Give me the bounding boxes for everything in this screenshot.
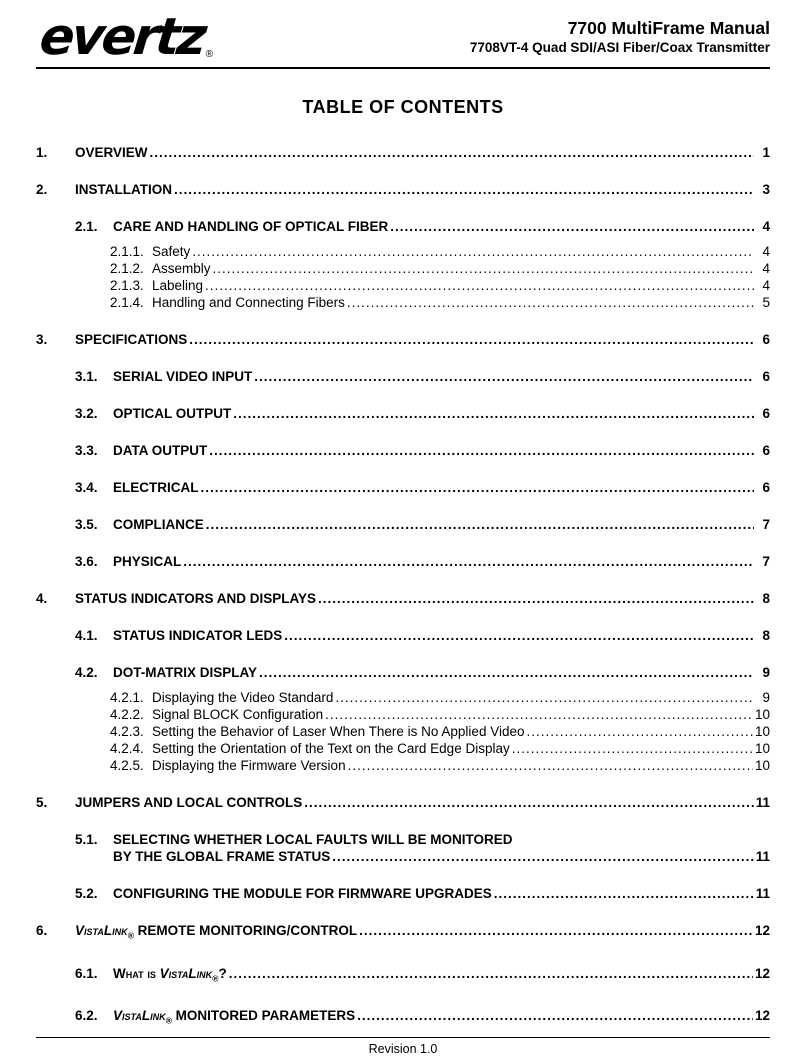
toc-entry-body (113, 965, 770, 988)
toc-entry-number: 4.1. (75, 628, 98, 643)
toc-entry (36, 144, 770, 161)
toc-entry-body (152, 243, 770, 260)
evertz-logo (36, 8, 214, 67)
toc-dot-leader (233, 405, 754, 422)
toc-entry-title: JUMPERS AND LOCAL CONTROLS (75, 795, 303, 810)
toc-entry (36, 723, 770, 740)
toc-entry-line (152, 243, 770, 260)
toc-entry-line (113, 516, 770, 533)
toc-dot-leader (254, 368, 754, 385)
revision-label: Revision 1.0 (368, 1042, 438, 1056)
toc-entry-body (113, 368, 770, 385)
toc-entry (36, 442, 770, 459)
toc-dot-leader (183, 553, 754, 570)
toc-entry-body (75, 590, 770, 607)
toc-dot-leader (332, 848, 753, 865)
toc-dot-leader (209, 442, 754, 459)
toc-entry-body (152, 723, 770, 740)
toc-entry-title: Signal BLOCK Configuration (152, 707, 324, 722)
toc-entry (36, 294, 770, 311)
toc-dot-leader (348, 757, 753, 774)
toc-entry-number: 4.2.5. (110, 758, 144, 773)
toc-entry-line (113, 627, 770, 644)
toc-entry-body (152, 740, 770, 757)
toc-entry-number: 3.5. (75, 517, 98, 532)
toc-entry (36, 218, 770, 235)
toc-page-number: 6 (762, 332, 770, 347)
table-of-contents (36, 144, 770, 1030)
toc-entry-line (152, 689, 770, 706)
toc-dot-leader (359, 922, 753, 939)
toc-entry-line (113, 664, 770, 681)
toc-entry-number: 4.2. (75, 665, 98, 680)
toc-entry-line (113, 553, 770, 570)
toc-page-number: 4 (762, 278, 770, 293)
toc-page-number: 7 (762, 517, 770, 532)
toc-entry-number: 3.3. (75, 443, 98, 458)
toc-entry-number: 2.1.3. (110, 278, 144, 293)
toc-dot-leader (347, 294, 754, 311)
toc-entry (36, 516, 770, 533)
toc-entry (36, 627, 770, 644)
toc-entry-number: 6.1. (75, 965, 98, 981)
header (36, 8, 770, 67)
toc-entry (36, 405, 770, 422)
toc-entry-title: OPTICAL OUTPUT (113, 406, 232, 421)
toc-page-number: 4 (762, 261, 770, 276)
toc-entry-title: Setting the Orientation of the Text on the Card Edge Display (152, 741, 510, 756)
toc-entry-title: Setting the Behavior of Laser When There is No Applied Video (152, 724, 525, 739)
toc-dot-leader (174, 181, 754, 198)
toc-entry-body (113, 405, 770, 422)
toc-entry-line (113, 965, 770, 988)
toc-entry (36, 331, 770, 348)
toc-entry-line (75, 922, 770, 945)
toc-entry-body (113, 627, 770, 644)
toc-entry-line (113, 479, 770, 496)
toc-entry-title: What is VistaLink$_®$? (113, 965, 227, 984)
toc-entry-number: 6.2. (75, 1008, 98, 1024)
header-divider (36, 67, 770, 69)
toc-entry-title: Assembly (152, 261, 211, 276)
toc-page-number: 6 (762, 406, 770, 421)
toc-page-number: 10 (754, 741, 770, 756)
toc-entry-title: PHYSICAL (113, 554, 182, 569)
toc-page-number: 10 (754, 707, 770, 722)
toc-dot-leader (284, 627, 754, 644)
toc-page-number: 9 (762, 665, 770, 680)
toc-page-number: 6 (762, 480, 770, 495)
toc-dot-leader (335, 689, 754, 706)
toc-entry-line (113, 848, 770, 865)
toc-entry-title: Handling and Connecting Fibers (152, 295, 345, 310)
toc-entry-title: SPECIFICATIONS (75, 332, 188, 347)
toc-entry-title: CONFIGURING THE MODULE FOR FIRMWARE UPGRADES (113, 886, 492, 901)
toc-entry-number: 4.2.4. (110, 741, 144, 756)
toc-entry-number: 2. (36, 182, 48, 197)
toc-dot-leader (512, 740, 753, 757)
toc-entry-body (113, 553, 770, 570)
toc-entry-body (113, 664, 770, 681)
toc-entry-number: 3. (36, 332, 48, 347)
toc-entry-number: 5. (36, 795, 48, 810)
toc-entry-number: 6. (36, 923, 48, 938)
manual-subtitle: 7708VT-4 Quad SDI/ASI Fiber/Coax Transmitter (469, 40, 770, 55)
toc-page-number: 9 (762, 690, 770, 705)
toc-entry-number: 3.1. (75, 369, 98, 384)
page-title: TABLE OF CONTENTS (302, 97, 504, 117)
toc-entry-line (152, 757, 770, 774)
toc-entry-body (113, 516, 770, 533)
toc-entry-number: 5.1. (75, 832, 98, 847)
toc-entry-number: 2.1.2. (110, 261, 144, 276)
toc-entry-body (152, 689, 770, 706)
toc-entry-title: VistaLink$_®$ REMOTE MONITORING/CONTROL (75, 923, 358, 941)
toc-entry (36, 368, 770, 385)
toc-dot-leader (357, 1007, 753, 1024)
toc-entry-number: 2.1.4. (110, 295, 144, 310)
toc-entry-number: 2.1. (75, 219, 98, 234)
toc-entry-number: 5.2. (75, 886, 98, 901)
toc-entry-line (152, 294, 770, 311)
toc-entry-body (152, 757, 770, 774)
toc-entry-number: 4.2.1. (110, 690, 144, 705)
toc-dot-leader (201, 479, 755, 496)
toc-entry (36, 590, 770, 607)
toc-entry (36, 664, 770, 681)
toc-entry (36, 479, 770, 496)
toc-entry-body (75, 181, 770, 198)
toc-page-number: 11 (755, 795, 770, 810)
toc-entry (36, 553, 770, 570)
toc-entry-number: 4.2.2. (110, 707, 144, 722)
toc-dot-leader (213, 260, 754, 277)
toc-entry-body (113, 831, 770, 865)
toc-entry-title: BY THE GLOBAL FRAME STATUS (113, 849, 331, 864)
toc-entry (36, 277, 770, 294)
toc-entry-number: 1. (36, 145, 48, 160)
toc-dot-leader (526, 723, 752, 740)
toc-page-number: 10 (754, 724, 770, 739)
toc-page-number: 12 (754, 965, 770, 981)
registered-trademark-icon: ® (205, 49, 214, 60)
toc-entry-line (152, 740, 770, 757)
toc-entry-line (75, 590, 770, 607)
toc-dot-leader (494, 885, 754, 902)
toc-entry-body (152, 294, 770, 311)
toc-page-number: 3 (762, 182, 770, 197)
toc-entry-line (152, 277, 770, 294)
header-titles (470, 12, 770, 56)
toc-entry-body (152, 260, 770, 277)
toc-entry-title: Displaying the Firmware Version (152, 758, 346, 773)
toc-page-number: 6 (762, 369, 770, 384)
toc-entry-body (113, 218, 770, 235)
toc-entry-body (75, 331, 770, 348)
toc-entry (36, 965, 770, 988)
toc-dot-leader (259, 664, 754, 681)
toc-page-number: 1 (762, 145, 770, 160)
toc-dot-leader (189, 331, 754, 348)
toc-entry-line (152, 706, 770, 723)
toc-dot-leader (229, 965, 753, 982)
toc-entry-line (75, 331, 770, 348)
toc-entry (36, 885, 770, 902)
toc-entry-number: 4. (36, 591, 48, 606)
toc-page-number: 12 (754, 1008, 770, 1024)
toc-entry-line (113, 368, 770, 385)
toc-entry-title: STATUS INDICATORS AND DISPLAYS (75, 591, 317, 606)
toc-entry-body (152, 706, 770, 723)
toc-page-number: 12 (754, 923, 770, 938)
toc-page-number: 5 (762, 295, 770, 310)
toc-dot-leader (192, 243, 754, 260)
toc-page-number: 4 (762, 219, 770, 234)
toc-entry-line (113, 442, 770, 459)
toc-entry-line (113, 405, 770, 422)
manual-title: 7700 MultiFrame Manual (567, 18, 770, 38)
toc-entry-title: DOT-MATRIX DISPLAY (113, 665, 258, 680)
toc-page-number: 8 (762, 628, 770, 643)
toc-entry-title-line: SELECTING WHETHER LOCAL FAULTS WILL BE MONITORED (113, 832, 513, 847)
footer-divider (36, 1037, 770, 1038)
toc-dot-leader (205, 277, 754, 294)
toc-entry-title: OVERVIEW (75, 145, 148, 160)
toc-entry (36, 1007, 770, 1030)
toc-entry-title: INSTALLATION (75, 182, 172, 197)
toc-entry-number: 2.1.1. (110, 244, 144, 259)
toc-page-number: 4 (762, 244, 770, 259)
toc-entry-title: CARE AND HANDLING OF OPTICAL FIBER (113, 219, 389, 234)
toc-page-number: 8 (762, 591, 770, 606)
toc-dot-leader (325, 706, 753, 723)
toc-dot-leader (206, 516, 754, 533)
toc-entry-line (75, 144, 770, 161)
toc-entry-line (75, 181, 770, 198)
toc-entry (36, 831, 770, 865)
toc-entry (36, 181, 770, 198)
toc-dot-leader (150, 144, 754, 161)
toc-entry-title: VistaLink$_®$ MONITORED PARAMETERS (113, 1008, 356, 1027)
toc-entry (36, 260, 770, 277)
toc-entry (36, 922, 770, 945)
toc-entry-body (75, 922, 770, 945)
toc-entry-title: Safety (152, 244, 191, 259)
evertz-logo-text: evertz (36, 8, 207, 67)
toc-entry-line (75, 794, 770, 811)
toc-entry-number: 3.4. (75, 480, 98, 495)
toc-entry (36, 706, 770, 723)
toc-page-number: 6 (762, 443, 770, 458)
toc-dot-leader (304, 794, 753, 811)
toc-entry-title: STATUS INDICATOR LEDS (113, 628, 283, 643)
toc-entry-number: 3.2. (75, 406, 98, 421)
toc-page-number: 7 (762, 554, 770, 569)
toc-page-number: 10 (754, 758, 770, 773)
footer (36, 1037, 770, 1057)
toc-entry-body (113, 885, 770, 902)
toc-dot-leader (318, 590, 754, 607)
toc-entry-title: COMPLIANCE (113, 517, 204, 532)
toc-page-number: 11 (755, 886, 770, 901)
toc-entry-number: 4.2.3. (110, 724, 144, 739)
toc-entry-title: ELECTRICAL (113, 480, 199, 495)
toc-entry-title: Displaying the Video Standard (152, 690, 334, 705)
toc-entry-body (75, 144, 770, 161)
toc-entry-body (113, 442, 770, 459)
toc-entry (36, 794, 770, 811)
toc-entry (36, 689, 770, 706)
toc-entry-body (113, 479, 770, 496)
toc-entry-title: Labeling (152, 278, 204, 293)
toc-dot-leader (390, 218, 754, 235)
toc-entry-body (152, 277, 770, 294)
toc-entry-number: 3.6. (75, 554, 98, 569)
toc-entry-line (113, 885, 770, 902)
toc-entry (36, 243, 770, 260)
toc-entry (36, 757, 770, 774)
toc-entry-line (152, 260, 770, 277)
toc-page-number: 11 (755, 849, 770, 864)
toc-entry (36, 740, 770, 757)
toc-entry-title: SERIAL VIDEO INPUT (113, 369, 253, 384)
toc-entry-line (113, 1007, 770, 1030)
toc-entry-body (75, 794, 770, 811)
toc-entry-line (113, 218, 770, 235)
toc-entry-title: DATA OUTPUT (113, 443, 208, 458)
toc-entry-line (152, 723, 770, 740)
toc-entry-body (113, 1007, 770, 1030)
